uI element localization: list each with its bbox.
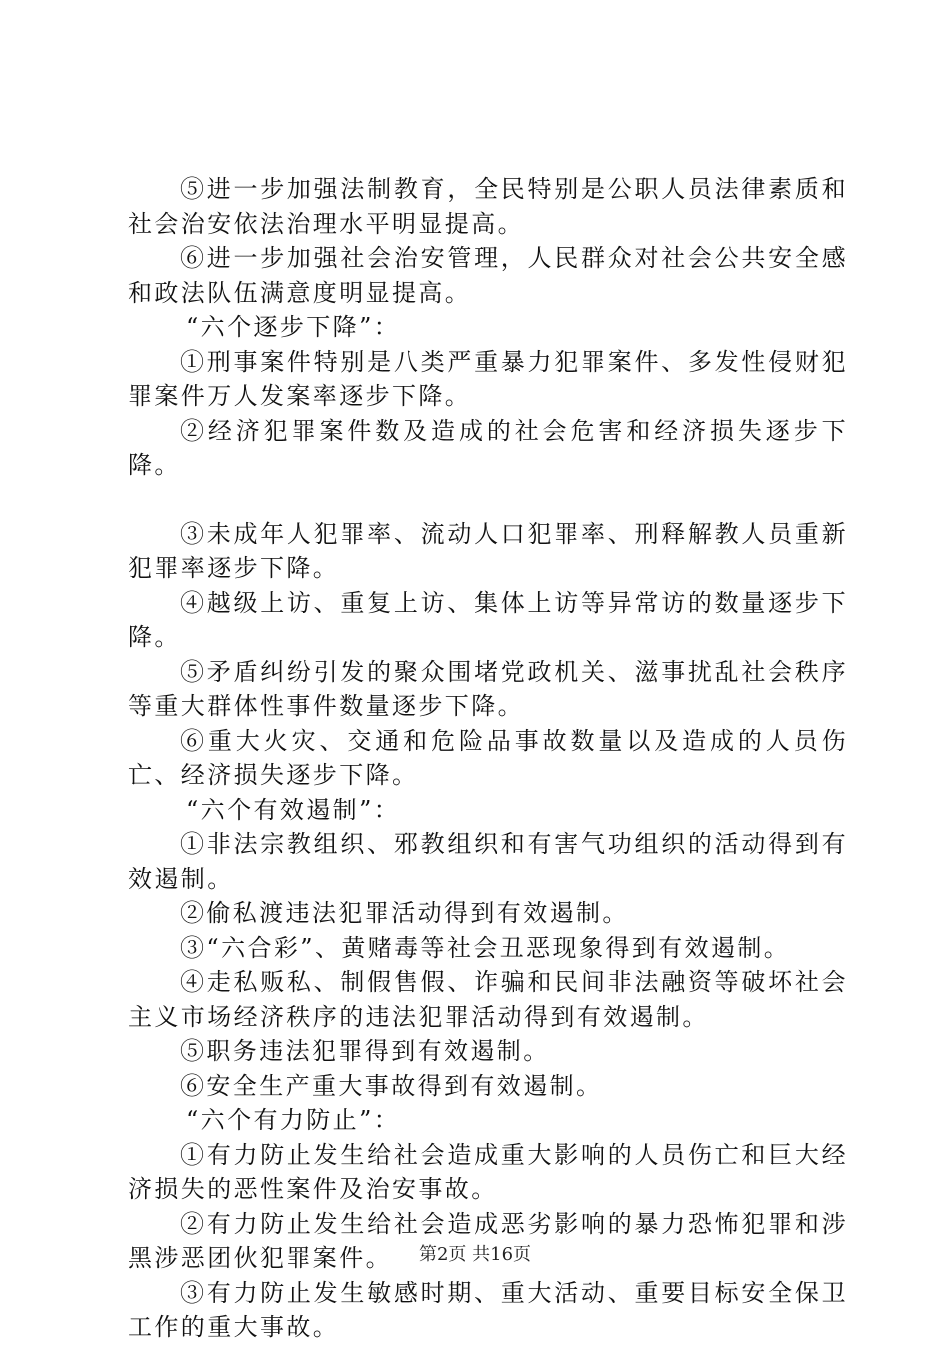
paragraph-item: ③“六合彩”、黄赌毒等社会丑恶现象得到有效遏制。 <box>180 933 791 962</box>
document-body <box>128 172 848 1345</box>
paragraph-item: ④越级上访、重复上访、集体上访等异常访的数量逐步下降。 <box>128 588 848 651</box>
page-number: 第2页 <box>418 1244 467 1265</box>
page-total: 共16页 <box>472 1244 532 1265</box>
section-heading: “六个有力防止”： <box>186 1106 401 1134</box>
page-footer <box>0 1243 950 1267</box>
section-heading: “六个有效遏制”： <box>186 795 401 824</box>
paragraph-item: ③有力防止发生敏感时期、重大活动、重要目标安全保卫工作的重大事故。 <box>128 1278 848 1341</box>
paragraph-item: ②偷私渡违法犯罪活动得到有效遏制。 <box>180 899 629 927</box>
paragraph-item: ⑤矛盾纠纷引发的聚众围堵党政机关、滋事扰乱社会秩序等重大群体性事件数量逐步下降。 <box>128 657 848 720</box>
paragraph-item: ③未成年人犯罪率、流动人口犯罪率、刑释解教人员重新犯罪率逐步下降。 <box>128 519 848 582</box>
paragraph-item: ①有力防止发生给社会造成重大影响的人员伤亡和巨大经济损失的恶性案件及治安事故。 <box>128 1140 848 1203</box>
paragraph-item: ②经济犯罪案件数及造成的社会危害和经济损失逐步下降。 <box>128 416 848 479</box>
paragraph-item: ⑤进一步加强法制教育，全民特别是公职人员法律素质和社会治安依法治理水平明显提高。 <box>128 175 848 238</box>
paragraph-item: ⑥重大火灾、交通和危险品事故数量以及造成的人员伤亡、经济损失逐步下降。 <box>128 726 848 789</box>
paragraph-item: ⑤职务违法犯罪得到有效遏制。 <box>180 1037 550 1065</box>
paragraph-item: ④走私贩私、制假售假、诈骗和民间非法融资等破坏社会主义市场经济秩序的违法犯罪活动得到有效遏制。 <box>128 968 848 1031</box>
section-heading: “六个逐步下降”： <box>186 313 401 341</box>
paragraph-item: ②有力防止发生给社会造成恶劣影响的暴力恐怖犯罪和涉黑涉恶团伙犯罪案件。 <box>128 1209 848 1272</box>
paragraph-item: ①非法宗教组织、邪教组织和有害气功组织的活动得到有效遏制。 <box>128 830 848 893</box>
paragraph-item: ⑥安全生产重大事故得到有效遏制。 <box>180 1071 603 1100</box>
paragraph-item: ①刑事案件特别是八类严重暴力犯罪案件、多发性侵财犯罪案件万人发案率逐步下降。 <box>128 347 848 410</box>
paragraph-item: ⑥进一步加强社会治安管理，人民群众对社会公共安全感和政法队伍满意度明显提高。 <box>128 244 848 307</box>
